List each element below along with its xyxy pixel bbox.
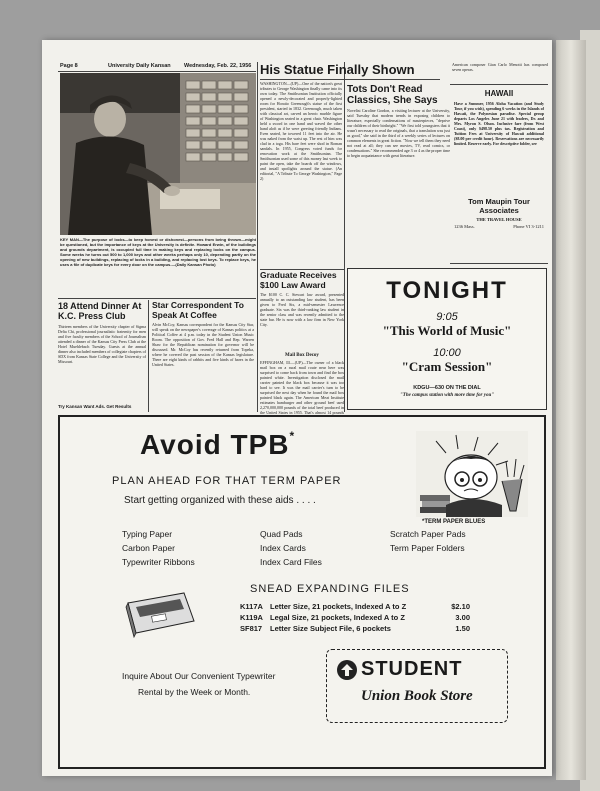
key-man-photo: [60, 73, 256, 235]
tpb-title: Avoid TPB: [140, 429, 290, 460]
radio-tonight: TONIGHT: [386, 277, 508, 304]
store-name-1: STUDENT: [361, 658, 463, 680]
snead-price-list: [240, 601, 470, 634]
radio-slogan: "The campus station with more time for you": [399, 393, 495, 398]
radio-time-1: 9:05: [436, 311, 458, 323]
hawaii-agency: Tom Maupin Tour Associates: [468, 197, 530, 215]
photo-illustration: [60, 73, 256, 235]
folio-paper: University Daily Kansan: [108, 63, 171, 69]
radio-time-2: 10:00: [433, 347, 461, 359]
folio-date: Wednesday, Feb. 22, 1956: [184, 63, 252, 69]
file-price: $2.10: [451, 602, 470, 611]
tpb-ad: [58, 415, 546, 769]
hawaii-phone: Phone VI 3-1211: [513, 224, 544, 229]
list-item: Index Card Files: [260, 557, 322, 567]
tpb-subtitle: PLAN AHEAD FOR THAT TERM PAPER: [112, 475, 342, 487]
list-item: Typewriter Ribbons: [122, 557, 195, 567]
photo-caption: KEY MAN—The purpose of locks—to keep honest or dishonest—persons from being thrown—might be questioned, but the importance of keys at the University is definite. Howard Erwin, of the buildings and grounds department, is occupied full time in making keys and replacing locks on the campus. Some weeks he turns out 500 to 1,000 keys and other weeks perhaps only 10, depending partly on the opening of new buildings, replacing of locks in a building, and replacing lost keys. To replace keys, he uses a file of duplicate keys for every door on the campus.—(Daily Kansan Photo): [60, 237, 256, 267]
dinner-body: Thirteen members of the University chapter of Sigma Delta Chi, professional journalistic fraternity for men and five faculty members of the School of Journalism attended a dinner of the Kansas City Press Club at the Hotel Muehlebach Tuesday. Guests at the annual dinner also included members of collegiate chapters of SDX from Kansas State College and the University of Missouri.: [58, 324, 146, 364]
file-row: [240, 623, 470, 634]
cartoon-caption: *TERM PAPER BLUES: [422, 519, 486, 525]
file-code: K119A: [240, 613, 263, 622]
radio-show-1: "This World of Music": [382, 323, 512, 338]
menotti-note: American composer Gian Carlo Menotti has composed seven operas.: [452, 62, 548, 72]
term-paper-blues-cartoon: [416, 431, 528, 531]
file-desc: Letter Size, 21 pockets, Indexed A to Z: [270, 602, 407, 611]
newspaper-page: [42, 40, 552, 776]
jayhawk-icon: [335, 658, 359, 687]
radio-ad: [347, 268, 547, 410]
file-price: 3.00: [455, 613, 470, 622]
list-item: Term Paper Folders: [390, 543, 465, 553]
rental-text: Rental by the Week or Month.: [138, 687, 251, 697]
file-price: 1.50: [455, 624, 470, 633]
supplies-list-1: [122, 529, 195, 571]
statue-headline: His Statue Finally Shown: [260, 62, 415, 77]
graduate-body: The $100 C. C. Stewart law award, presented annually to an outstanding law student, has been given to Fred Six, a mid-semester Lawrence graduate. Six was the third-ranking law student in the senior class and was recently admitted to the state bar. He is now with a law firm in New York City.: [260, 292, 344, 327]
dinner-headline: 18 Attend Dinner At K.C. Press Club: [58, 301, 142, 321]
file-code: SF817: [240, 624, 263, 633]
mailbox-body: EFFINGHAM, Ill.—(UP)—The owner of a black mail box on a rural mail route near here was surprised to come back from town and find the box painted white. Investigation disclosed the mail carrier painted the black box because it was too hard to see. It was the mail carrier's turn to be surprised the next day when he found the mail box painted black again. The American Meat Institute estimates hamburger and other ground beef used 2,270,000,000 pounds of the total beef produced in the United States in 1955. That's almost 14 pounds: [260, 360, 344, 415]
expanding-file-icon: [122, 585, 198, 639]
star-headline: Star Correspondent To Speak At Coffee: [152, 300, 244, 320]
radio-station: KDGU—630 ON THE DIAL: [413, 385, 481, 391]
want-ads-tag: Try Kansan Want Ads. Get Results: [58, 404, 132, 409]
hawaii-ad: [450, 84, 548, 264]
radio-show-2: "Cram Session": [401, 359, 493, 374]
statue-body: WASHINGTON—(UP)—One of the nation's great tributes to George Washington finally came into its own today. The Smithsonian Institution officially opened a newly-decorated and properly-lighted room for Horatio Greenough's statue of the first president, started in 1832. Greenough, much taken with classical art, carved an heroic marble figure of Washington seated in a great chair. Washington held a sword in one hand and waved the other hand aloft as if he were greeting friendly Indians. Even seated, he towered 11 feet into the air. He was naked from the waist up. The rest of him was clad in a toga. His bare feet were shod in Roman sandals. In 1955, Congress voted funds for renovation work at the Smithsonian. The Smithsonian used some of this money last week to paint the open, take the boards off the windows, and install spotlights around the statue. (An editorial, "A Tribute To George Washington," Page 2): [260, 81, 342, 181]
folio-page: Page 8: [60, 63, 78, 69]
file-row: [240, 612, 470, 623]
tpb-tagline: Start getting organized with these aids . . . .: [124, 495, 316, 506]
supplies-list-3: [390, 529, 466, 557]
list-item: Typing Paper: [122, 529, 173, 539]
hawaii-house: THE TRAVEL HOUSE: [476, 217, 522, 222]
file-desc: Letter Size Subject File, 6 pockets: [270, 624, 391, 633]
list-item: Scratch Paper Pads: [390, 529, 466, 539]
hawaii-address: 1236 Mass.: [454, 224, 475, 229]
hawaii-title: HAWAII: [484, 89, 514, 98]
tpb-asterisk: *: [289, 429, 296, 443]
file-row: [240, 601, 470, 612]
file-code: K117A: [240, 602, 263, 611]
binder-strip: [556, 40, 586, 780]
mailbox-headline: Mail Box Decoy: [285, 353, 319, 358]
tots-headline: Tots Don't Read Classics, She Says: [347, 84, 438, 106]
supplies-list-2: [260, 529, 322, 571]
list-item: Quad Pads: [260, 529, 303, 539]
store-logo: [326, 649, 508, 723]
tots-body: Novelist Caroline Gordon, a visiting lecturer at the University, said Tuesday that modern trends in exposing children to literature, especially condensations of masterpieces, "deprive our children of their birthright." "We first told youngsters that it wasn't necessary to read the originals, that a translation was just as good," she said in the third of a weekly series of lectures on common elements in great fiction. "Now we tell them they need not read at all; they can see movies, TV, read comics, or condensations." She recommended age 3 or 4 as the proper time to begin acquaintance with great literature.: [347, 108, 450, 158]
star-body: Alvin McCoy, Kansas correspondent for the Kansas City Star, will speak on the newspaper's coverage of Kansas politics at a Political Coffee at 4 p.m. today in the Student Union Music Room. The opposition of Gov. Fred Hall and Rep. Warren Shaw for the Republican nomination for governor will be discussed. Mr. McCoy has recently returned from Topeka, where he covered the past session of the Kansas legislature. There are eight kinds of rabbits and five kinds of hares in the United States.: [152, 322, 254, 367]
store-name-2: Union Book Store: [361, 688, 473, 704]
cartoon-student-icon: [416, 431, 528, 531]
hawaii-body: Have a Summer, 1956 Aloha Vacation (and Study Tour, if you wish), spending 6 weeks in the Islands of Hawaii, the Polynesian paradise. Special group departs Los Angeles June 21 with leaders, Dr. and Mrs. Myron S. Olson. Inclusive fare (from West Coast), only $498.50 plus tax. Registration and Tuition Fees at University of Hawaii additional ($8.00 per credit hour). Reservations are necessarily limited. Reserve early. For descriptive folder, see: [454, 101, 544, 146]
graduate-headline: Graduate Receives $100 Law Award: [260, 270, 337, 290]
file-desc: Legal Size, 21 pockets, Indexed A to Z: [270, 613, 405, 622]
list-item: Carbon Paper: [122, 543, 175, 553]
snead-title: SNEAD EXPANDING FILES: [250, 583, 410, 595]
inquire-text: Inquire About Our Convenient Typewriter: [122, 671, 276, 681]
list-item: Index Cards: [260, 543, 306, 553]
